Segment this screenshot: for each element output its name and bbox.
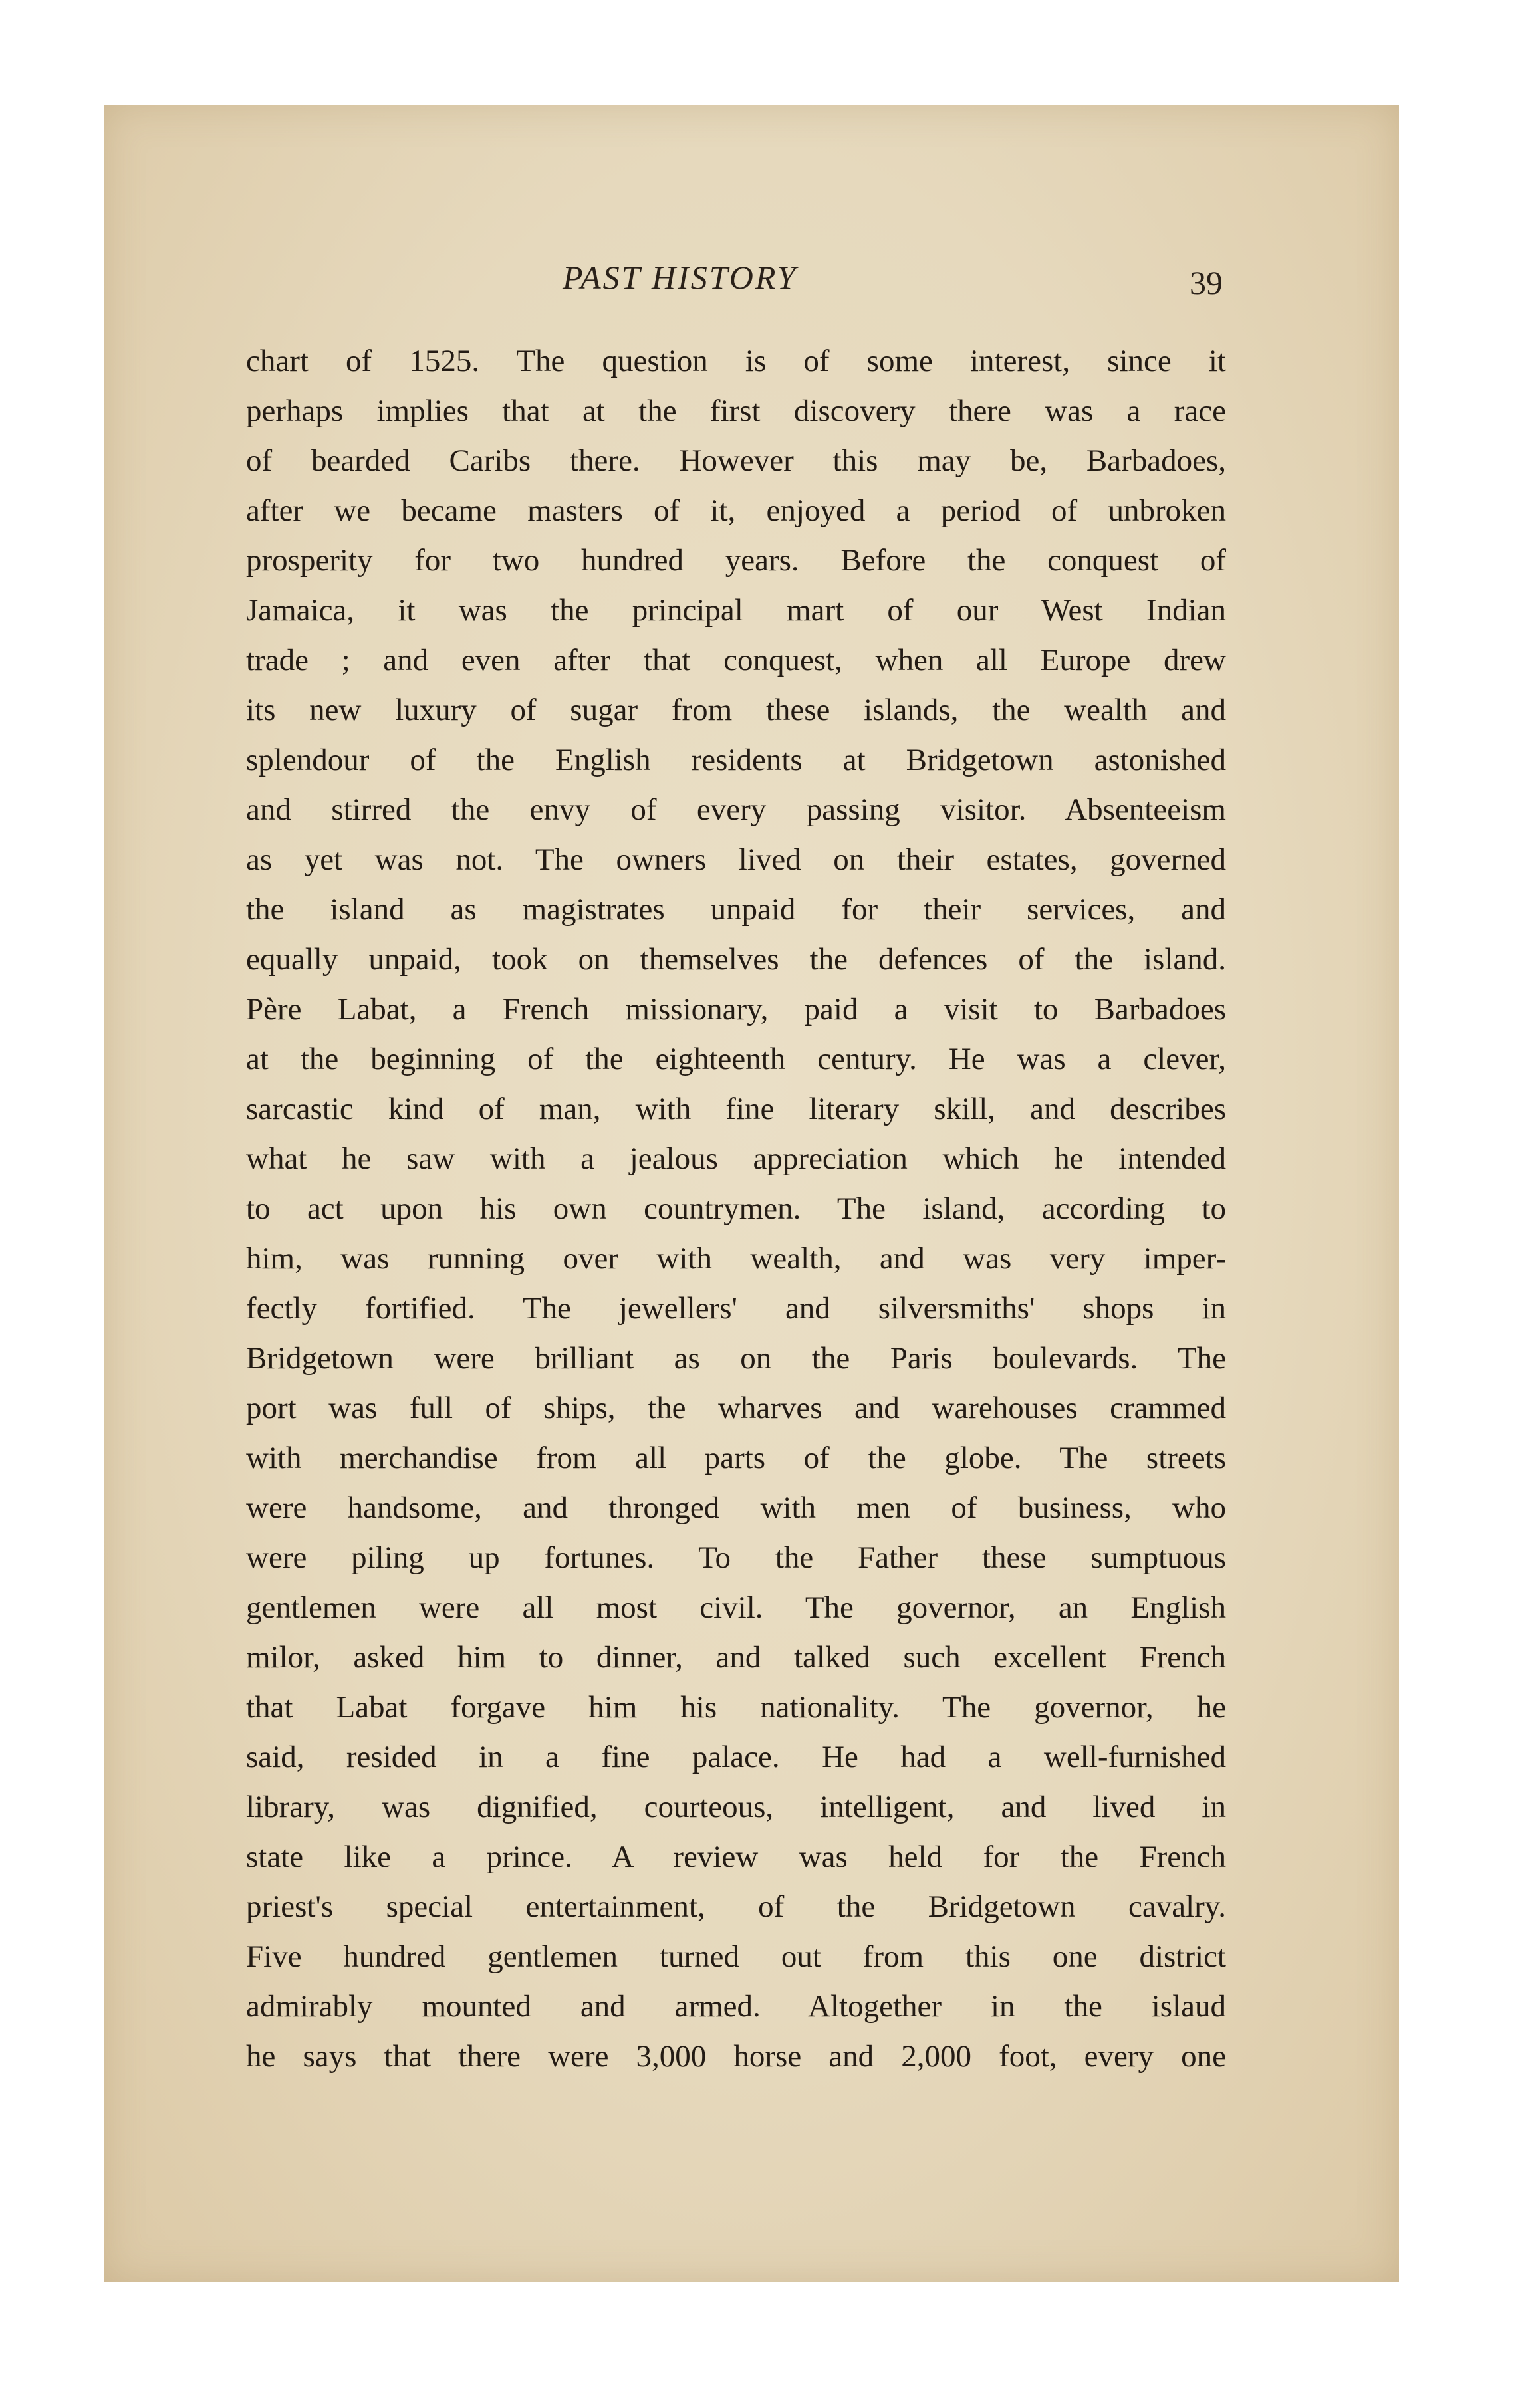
text-line: splendour of the English residents at Bridgetown astonished bbox=[246, 743, 1226, 777]
text-line: port was full of ships, the wharves and warehouses crammed bbox=[246, 1391, 1226, 1425]
text-line: admirably mounted and armed. Altogether in the islaud bbox=[246, 1989, 1226, 2024]
text-line: priest's special entertainment, of the Bridgetown cavalry. bbox=[246, 1889, 1226, 1924]
text-line: were handsome, and thronged with men of business, who bbox=[246, 1491, 1226, 1525]
text-line: gentlemen were all most civil. The governor, an English bbox=[246, 1590, 1226, 1625]
running-head-title: PAST HISTORY bbox=[563, 259, 798, 296]
text-line: him, was running over with wealth, and was very imper- bbox=[246, 1241, 1226, 1276]
text-line: the island as magistrates unpaid for their services, and bbox=[246, 892, 1226, 927]
text-line: with merchandise from all parts of the globe. The streets bbox=[246, 1441, 1226, 1475]
text-line: trade ; and even after that conquest, when all Europe drew bbox=[246, 643, 1226, 677]
text-line: at the beginning of the eighteenth century. He was a clever, bbox=[246, 1042, 1226, 1076]
book-page bbox=[104, 105, 1399, 2282]
text-line: chart of 1525. The question is of some interest, since it bbox=[246, 344, 1226, 378]
text-line: Père Labat, a French missionary, paid a visit to Barbadoes bbox=[246, 992, 1226, 1026]
text-line: Bridgetown were brilliant as on the Paris boulevards. The bbox=[246, 1341, 1226, 1376]
text-line: as yet was not. The owners lived on their estates, governed bbox=[246, 842, 1226, 877]
text-line: fectly fortified. The jewellers' and silversmiths' shops in bbox=[246, 1291, 1226, 1326]
running-head bbox=[104, 258, 1399, 318]
text-line: perhaps implies that at the first discovery there was a race bbox=[246, 394, 1226, 428]
text-line: said, resided in a fine palace. He had a well-furnished bbox=[246, 1740, 1226, 1774]
text-line: sarcastic kind of man, with fine literary skill, and describes bbox=[246, 1092, 1226, 1126]
body-text bbox=[246, 336, 1226, 2082]
text-line: to act upon his own countrymen. The island, according to bbox=[246, 1191, 1226, 1226]
text-line: milor, asked him to dinner, and talked such excellent French bbox=[246, 1640, 1226, 1675]
page-number: 39 bbox=[1190, 264, 1223, 301]
text-line: its new luxury of sugar from these islands, the wealth and bbox=[246, 693, 1226, 727]
text-line: Jamaica, it was the principal mart of our West Indian bbox=[246, 593, 1226, 628]
text-line: prosperity for two hundred years. Before the conquest of bbox=[246, 543, 1226, 578]
text-line: Five hundred gentlemen turned out from this one district bbox=[246, 1939, 1226, 1974]
text-line: after we became masters of it, enjoyed a period of unbroken bbox=[246, 493, 1226, 528]
text-line: state like a prince. A review was held for the French bbox=[246, 1840, 1226, 1874]
text-line: what he saw with a jealous appreciation which he intended bbox=[246, 1142, 1226, 1176]
text-line: he says that there were 3,000 horse and 2,000 foot, every one bbox=[246, 2039, 1226, 2074]
text-line: equally unpaid, took on themselves the defences of the island. bbox=[246, 942, 1226, 977]
text-line: of bearded Caribs there. However this may be, Barbadoes, bbox=[246, 443, 1226, 478]
text-line: library, was dignified, courteous, intelligent, and lived in bbox=[246, 1790, 1226, 1824]
text-line: that Labat forgave him his nationality. The governor, he bbox=[246, 1690, 1226, 1725]
text-line: and stirred the envy of every passing visitor. Absenteeism bbox=[246, 792, 1226, 827]
text-line: were piling up fortunes. To the Father these sumptuous bbox=[246, 1540, 1226, 1575]
